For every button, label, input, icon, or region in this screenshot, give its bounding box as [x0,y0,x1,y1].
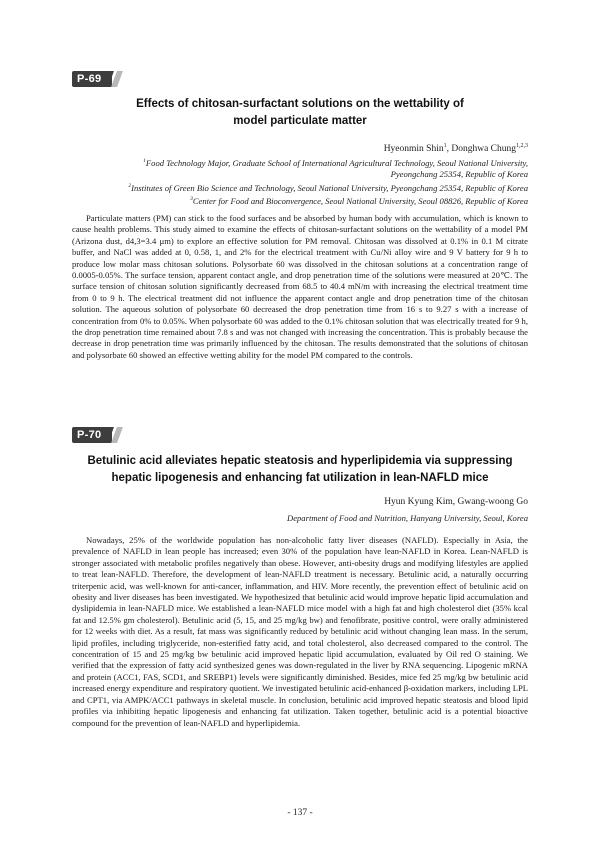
abstract-badge-p69 [72,71,120,87]
authors-p69 [72,140,528,156]
title-line: Betulinic acid alleviates hepatic steatosis and hyperlipidemia via suppressing [87,455,513,467]
affiliation-text: Pyeongchang 25354, Republic of Korea [390,169,528,180]
abstract-body-p69 [72,213,528,361]
abstract-paragraph: Nowadays, 25% of the worldwide population has non-alcoholic fatty liver diseases (NAFLD). Especially in Asia, the prevalence of NAFLD in lean people has increased; even 30% of the population have lean-NAFLD in Korea. Lean-NAFLD is stronger associated with metabolic profiles negatively than obese. However, anti-obesity drugs and modifying lifestyles are applied to treat lean-NAFLD. Therefore, the development of lean-NAFLD treatment is necessary. Betulinic acid, a naturally occurring triterpenic acid, was well-known for anti-cancer, inflammation, and HIV. More recently, the prevention effect of betulinic acid on obesity and liver diseases has been investigated. We hypothesized that betulinic acid would improve hepatic lipid accumulation and dyslipidemia in lean-NAFLD mice. We established a lean-NAFLD mice model with a high fat and high cholesterol diet (35% kcal fat and 12.5% gm cholesterol). Betulinic acid (5, 15, and 25 mg/kg bw) and fenofibrate, positive control, were orally administered for 12 weeks with diet. As a result, fat mass was significantly reduced by betulinic acid without changing lean mass. In the serum, lipid profiles, including triglyceride, non-esterified fatty acid, and total cholesterol, also decreased compared to the control. The concentration of 15 and 25 mg/kg bw betulinic acid improved hepatic lipid accumulation, evaluated by Oil red O staining. We verified that the expression of fatty acid synthesized genes was down-regulated in the liver by RNA sequencing. Lipogenic mRNA and protein (ACC1, FAS, SCD1, and SREBP1) levels were significantly diminished. Besides, mice fed 25 mg/kg bw betulinic acid increased energy expenditure and respiratory quotient. We investigated betulinic acid-enhanced β-oxidation markers, including LPL and CPT1, via AMPK/ACC1 pathways in skeletal muscle. In conclusion, betulinic acid improved hepatic steatosis and blood lipid profiles via inhibiting hepatic lipogenesis and enhancing fat utilization. Taken together, betulinic acid is a potential bioactive compound for the prevention of lean-NAFLD and hyperlipidemia. [72,535,528,728]
abstract-badge-p70 [72,427,120,443]
affiliation-line [58,181,528,194]
affiliation-text: Center for Food and Bioconvergence, Seoul National University, Seoul 08826, Republic of Korea [192,196,528,207]
affiliation-line [58,156,528,169]
affiliations-p69 [58,156,528,208]
affiliation-line [58,169,528,181]
author-sup: 1 [443,143,447,149]
affiliation-sup: 2 [128,182,132,189]
title-line: model particulate matter [233,115,367,127]
abstract-paragraph: Particulate matters (PM) can stick to the food surfaces and be absorbed by human body with accumulation, which is known to cause health problems. This study aimed to examine the effects of chitosan-surfactant solutions on the wettability of a model PM (Arizona dust, d4,3=3.4 μm) to explore an effective solution for PM removal. Chitosan was dissolved at 0.1% in 0.1 M citrate buffer, and NaCl was added at 0, 0.58, 1, and 2% for the electrical treatment with Cu/Ni alloy wire and 9 V battery for 9 h to produce low molar mass chitosan solutions. Polysorbate 60 was dissolved in the chitosan solutions at a concentration range of 0.0005-0.05%. The surface tension, apparent contact angle, and drop penetration time of the solutions were measured at 20℃. The surface tension of chitosan solution significantly decreased from 68.5 to 40.4 mN/m with increasing the electrical treatment time from 0 to 9 h. The electrical treatment did not influence the apparent contact angle and drop penetration time of the chitosan solution. The aqueous solution of polysorbate 60 decreased the drop penetration time from 16 s to 9.27 s with a increase of concentration from 0% to 0.05%. When polysorbate 60 was added to the 0.1% chitosan solution that was electrically treated for 9 h, the drop penetration time remained about 7.8 s and was not changed with increasing the concentration. This is probably because the decrease in drop penetration time was primarily influenced by the chitosan. The results demonstrated that the solutions of chitosan and polysorbate 60 showed an effective wetting ability for the model PM compared to the controls. [72,213,528,360]
affiliation-sup: 3 [190,196,193,203]
affiliation-text: Institutes of Green Bio Science and Technology, Seoul National University, Pyeongchang 25354, Republic of Korea [131,182,528,193]
page-number: - 137 - [287,808,313,818]
affiliation-line [58,194,528,207]
affiliations-p70 [58,513,528,525]
author-name: Hyeonmin Shin [383,144,444,155]
author-sup: 1,2,3 [516,143,528,149]
abstract-body-p70 [72,535,528,729]
affiliation-text: Food Technology Major, Graduate School of International Agricultural Technology, Seoul National University, [145,157,528,168]
affiliation-line: Department of Food and Nutrition, Hanyang University, Seoul, Korea [286,513,528,523]
title-line: Effects of chitosan-surfactant solutions on the wettability of [136,98,464,110]
paper-title-p69 [72,96,528,130]
author-name: Donghwa Chung [451,144,516,155]
authors-p70 [72,496,528,509]
badge-label: P-70 [77,429,102,441]
affiliation-sup: 1 [143,158,146,164]
badge-label: P-69 [77,73,102,85]
author-separator: , [446,144,452,155]
title-line: hepatic lipogenesis and enhancing fat utilization in lean-NAFLD mice [111,472,489,484]
author-names: Hyun Kyung Kim, Gwang-woong Go [384,497,528,507]
paper-title-p70 [72,453,528,487]
